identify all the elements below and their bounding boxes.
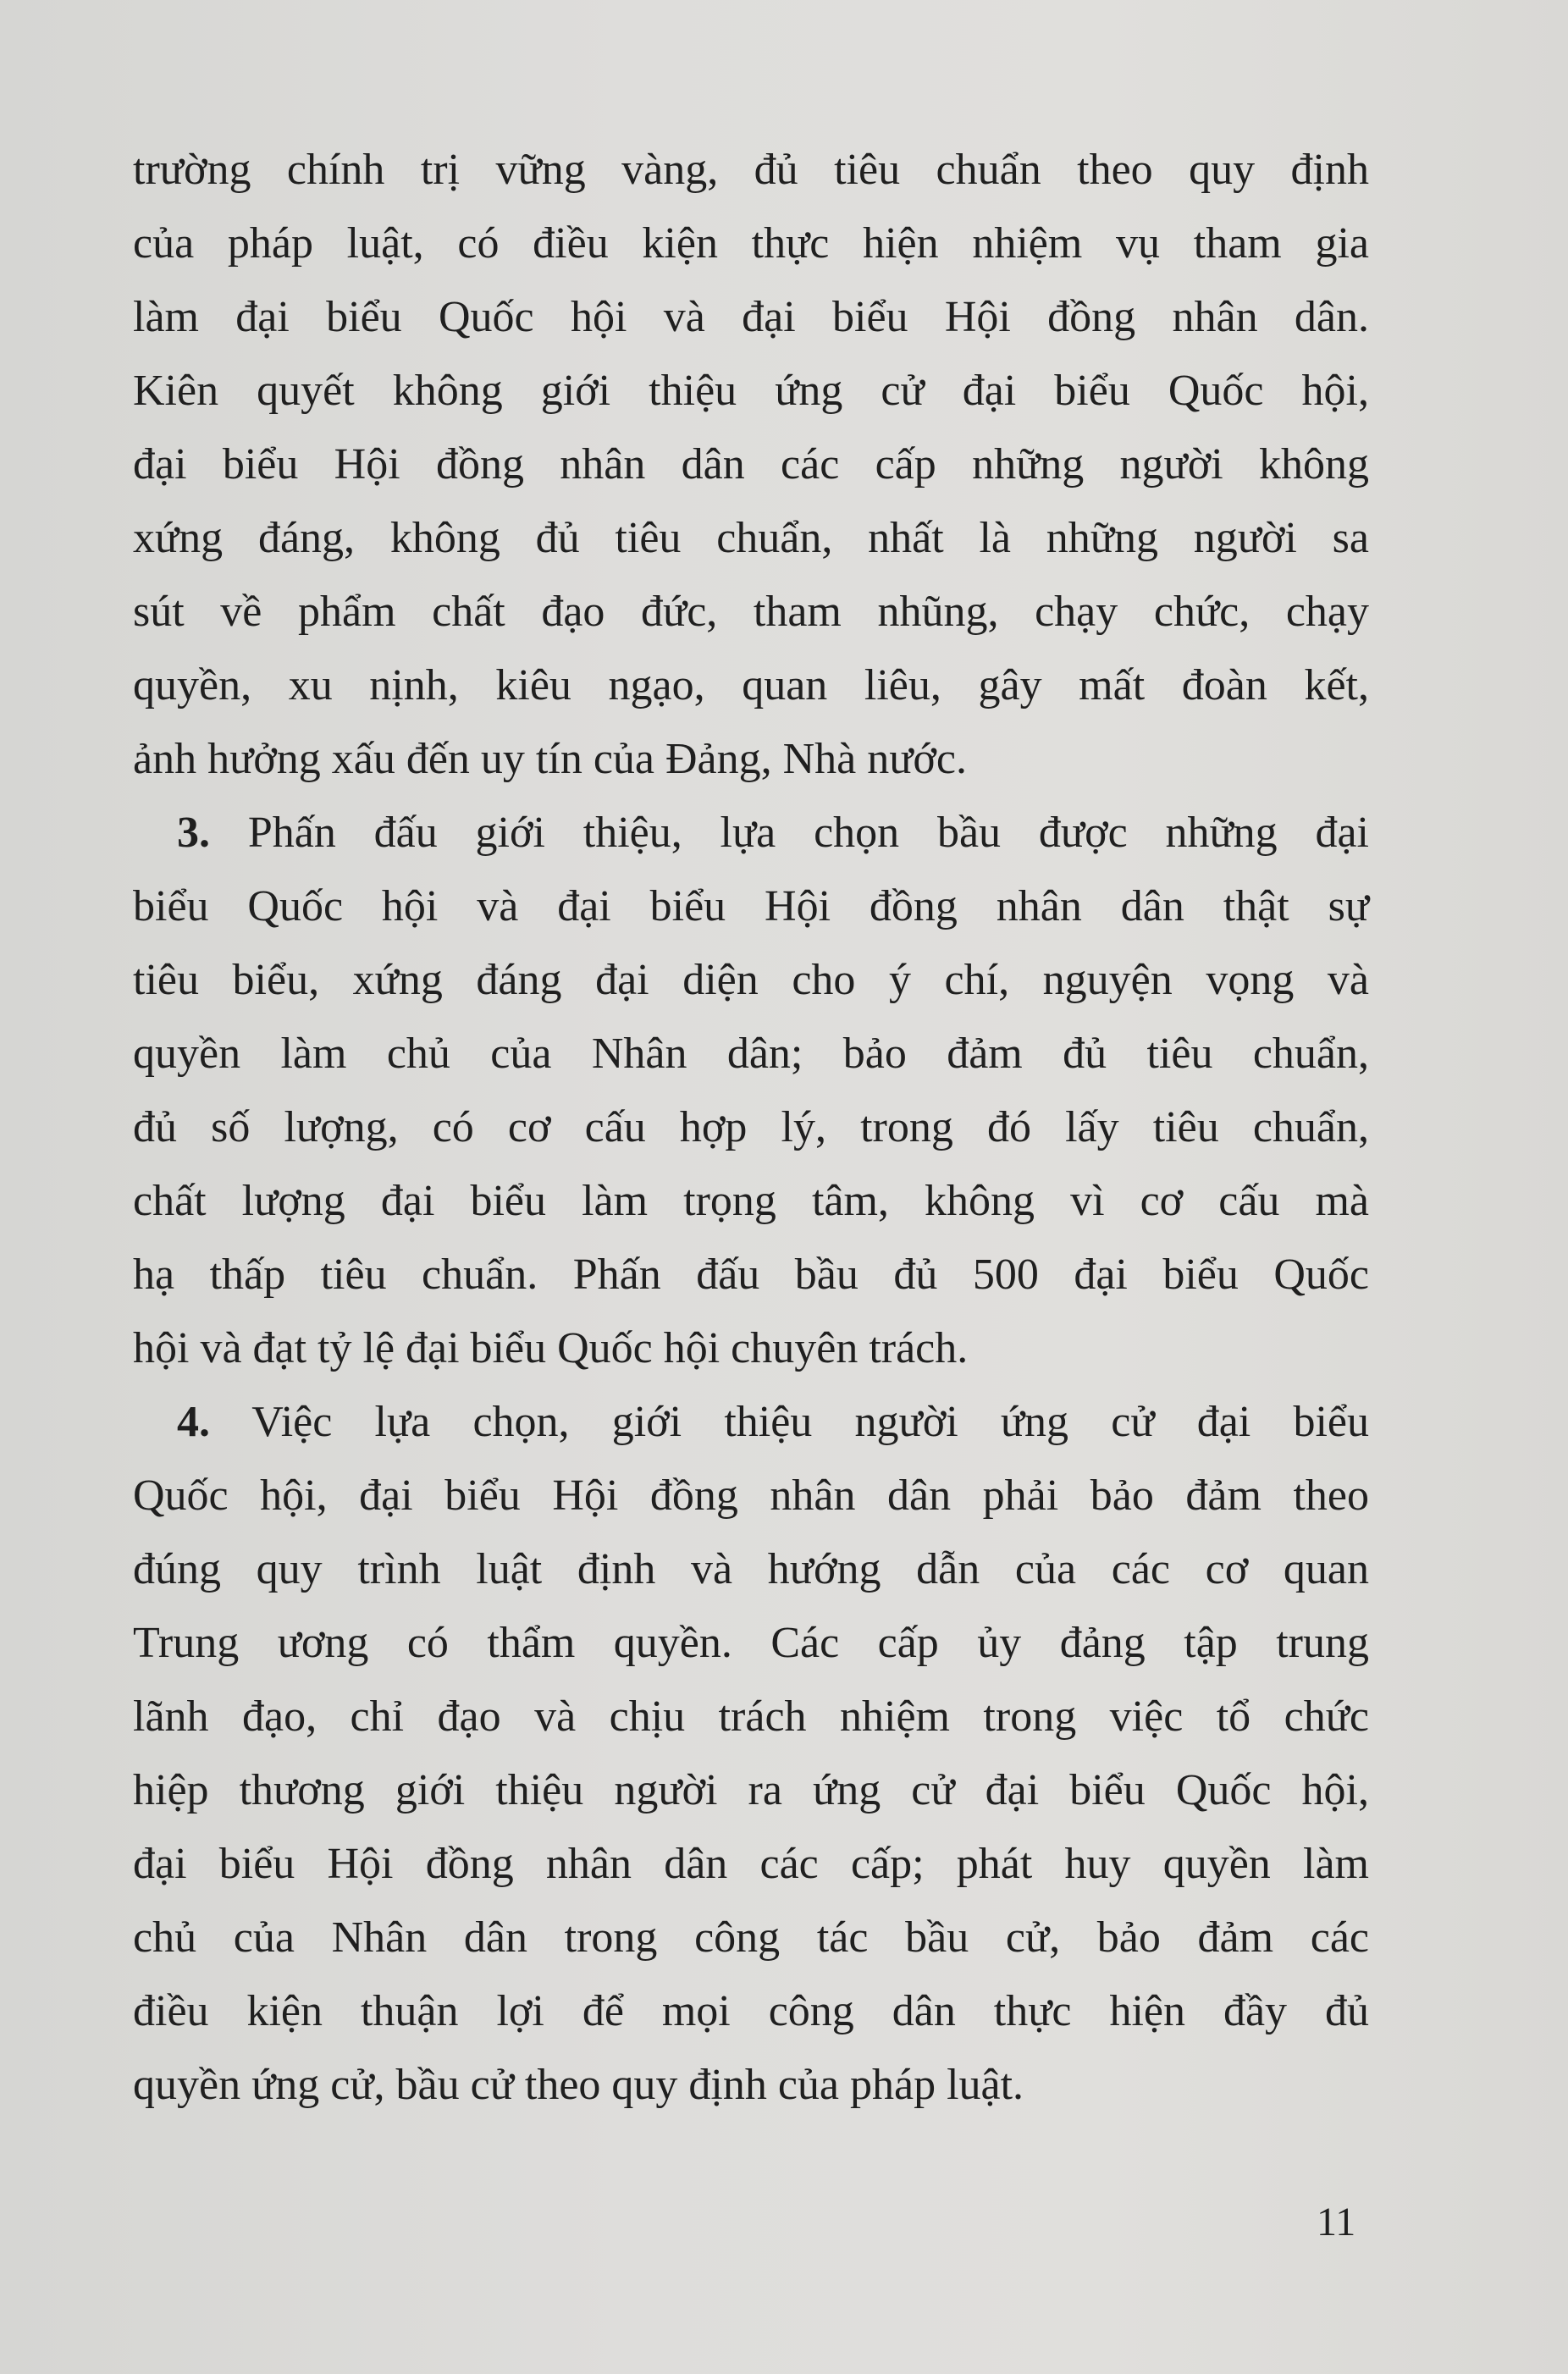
- line-text: Việc lựa chọn, giới thiệu người ứng cử đại biểu: [210, 1398, 1369, 1446]
- text-line: [133, 943, 1369, 1017]
- line-text: Trung ương có thẩm quyền. Các cấp ủy đảng tập trung: [133, 1619, 1369, 1667]
- line-text: quyền làm chủ của Nhân dân; bảo đảm đủ tiêu chuẩn,: [133, 1030, 1369, 1078]
- line-text: hạ thấp tiêu chuẩn. Phấn đấu bầu đủ 500 đại biểu Quốc: [133, 1250, 1369, 1299]
- line-text: quyền ứng cử, bầu cử theo quy định của pháp luật.: [133, 2061, 1024, 2109]
- line-text: trường chính trị vững vàng, đủ tiêu chuẩn theo quy định: [133, 146, 1369, 194]
- item-number: 3.: [177, 809, 210, 857]
- line-text: Kiên quyết không giới thiệu ứng cử đại biểu Quốc hội,: [133, 367, 1369, 415]
- paragraph: [133, 133, 1369, 796]
- line-text: Phấn đấu giới thiệu, lựa chọn bầu được những đại: [210, 809, 1369, 857]
- line-text: làm đại biểu Quốc hội và đại biểu Hội đồng nhân dân.: [133, 293, 1369, 341]
- line-text: hiệp thương giới thiệu người ra ứng cử đại biểu Quốc hội,: [133, 1766, 1369, 1814]
- text-line: [133, 649, 1369, 722]
- text-line: [133, 1827, 1369, 1901]
- line-text: quyền, xu nịnh, kiêu ngạo, quan liêu, gây mất đoàn kết,: [133, 661, 1369, 709]
- line-text: đại biểu Hội đồng nhân dân các cấp những người không: [133, 440, 1369, 489]
- page-number: 11: [1317, 2200, 1356, 2244]
- line-text: biểu Quốc hội và đại biểu Hội đồng nhân dân thật sự: [133, 882, 1369, 930]
- paragraph: [133, 796, 1369, 1385]
- line-text: của pháp luật, có điều kiện thực hiện nhiệm vụ tham gia: [133, 219, 1369, 268]
- line-text: đại biểu Hội đồng nhân dân các cấp; phát huy quyền làm: [133, 1840, 1369, 1888]
- body-text: [133, 133, 1369, 2122]
- text-line: [133, 1459, 1369, 1532]
- text-line: [133, 501, 1369, 575]
- text-line: [133, 2048, 1369, 2122]
- text-line: [133, 1532, 1369, 1606]
- text-line: [133, 796, 1369, 870]
- text-line: [133, 722, 1369, 796]
- line-text: điều kiện thuận lợi để mọi công dân thực hiện đầy đủ: [133, 1987, 1369, 2035]
- text-line: [133, 1090, 1369, 1164]
- text-line: [133, 870, 1369, 943]
- line-text: đủ số lượng, có cơ cấu hợp lý, trong đó lấy tiêu chuẩn,: [133, 1103, 1369, 1151]
- line-text: Quốc hội, đại biểu Hội đồng nhân dân phải bảo đảm theo: [133, 1471, 1369, 1520]
- line-text: ảnh hưởng xấu đến uy tín của Đảng, Nhà nước.: [133, 735, 968, 783]
- text-line: [133, 1901, 1369, 1974]
- paragraph: [133, 1385, 1369, 2122]
- line-text: chất lượng đại biểu làm trọng tâm, không vì cơ cấu mà: [133, 1177, 1369, 1225]
- text-line: [133, 1238, 1369, 1311]
- text-line: [133, 1974, 1369, 2048]
- text-line: [133, 428, 1369, 501]
- text-line: [133, 1164, 1369, 1238]
- line-text: chủ của Nhân dân trong công tác bầu cử, bảo đảm các: [133, 1913, 1369, 1962]
- text-line: [133, 133, 1369, 207]
- line-text: lãnh đạo, chỉ đạo và chịu trách nhiệm trong việc tổ chức: [133, 1692, 1369, 1741]
- line-text: xứng đáng, không đủ tiêu chuẩn, nhất là những người sa: [133, 514, 1369, 562]
- text-line: [133, 1017, 1369, 1090]
- text-line: [133, 1385, 1369, 1459]
- text-line: [133, 1753, 1369, 1827]
- text-line: [133, 280, 1369, 354]
- text-line: [133, 354, 1369, 428]
- text-line: [133, 1606, 1369, 1680]
- line-text: tiêu biểu, xứng đáng đại diện cho ý chí, nguyện vọng và: [133, 956, 1369, 1004]
- text-line: [133, 1680, 1369, 1753]
- line-text: hội và đạt tỷ lệ đại biểu Quốc hội chuyên trách.: [133, 1324, 969, 1372]
- text-line: [133, 575, 1369, 649]
- item-number: 4.: [177, 1398, 210, 1446]
- text-line: [133, 207, 1369, 280]
- text-line: [133, 1311, 1369, 1385]
- line-text: sút về phẩm chất đạo đức, tham nhũng, chạy chức, chạy: [133, 588, 1369, 636]
- line-text: đúng quy trình luật định và hướng dẫn của các cơ quan: [133, 1545, 1369, 1593]
